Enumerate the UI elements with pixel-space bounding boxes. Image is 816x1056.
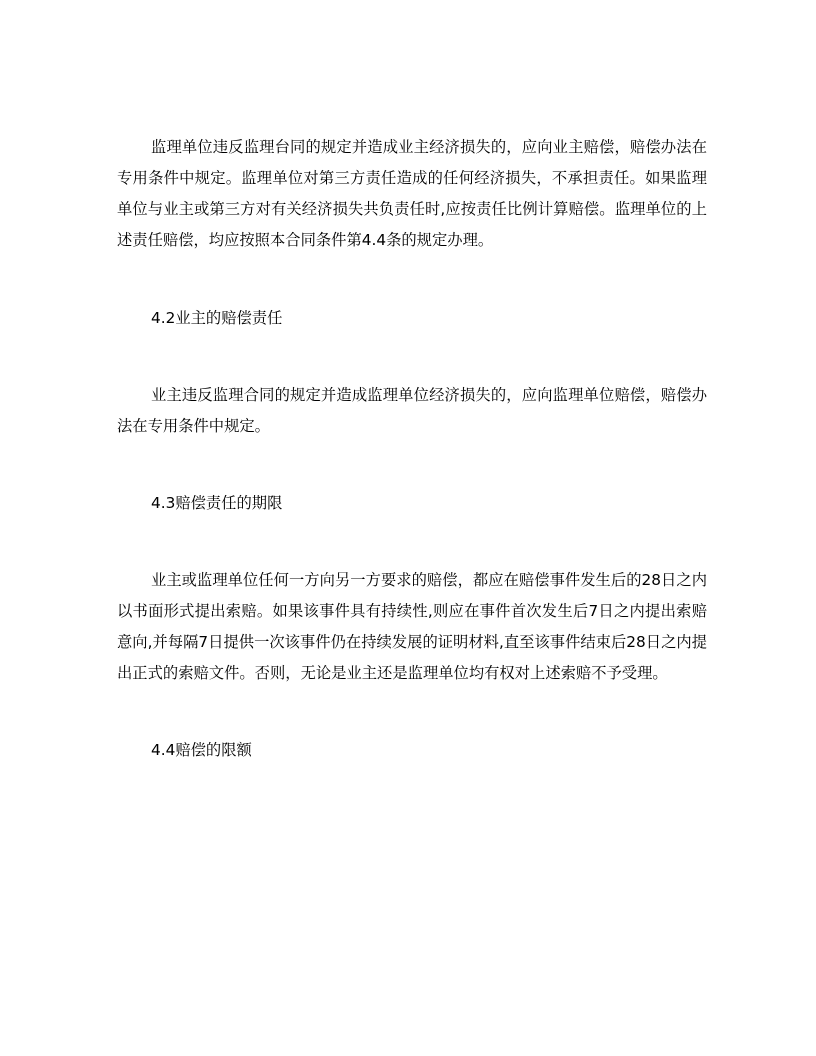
paragraph-spacer xyxy=(117,256,707,303)
paragraph-owner-liability: 业主违反监理合同的规定并造成监理单位经济损失的，应向监理单位赔偿，赔偿办法在专用条件中规定。 xyxy=(117,386,707,435)
section-heading-4-3: 4.3赔偿责任的期限 xyxy=(151,494,283,512)
section-heading-4-2: 4.2业主的赔偿责任 xyxy=(151,309,283,327)
document-body xyxy=(117,132,707,766)
paragraph-spacer xyxy=(117,442,707,488)
section-heading-4-4: 4.4赔偿的限额 xyxy=(151,741,252,759)
paragraph-spacer xyxy=(117,519,707,565)
paragraph-spacer xyxy=(117,334,707,380)
paragraph-supervisor-liability: 监理单位违反监理台同的规定并造成业主经济损失的，应向业主赔偿，赔偿办法在专用条件中规定。监理单位对第三方责任造成的任何经济损失，不承担责任。如果监理单位与业主或第三方对有关经济损失共负责任时,应按责任比例计算赔偿。监理单位的上述责任赔偿，均应按照本合同条件第4.4条的规定办理。 xyxy=(117,138,707,249)
paragraph-spacer xyxy=(117,689,707,735)
paragraph-claim-period: 业主或监理单位任何一方向另一方要求的赔偿，都应在赔偿事件发生后的28日之内以书面形式提出索赔。如果该事件具有持续性,则应在事件首次发生后7日之内提出索赔意向,并每隔7日提供一次该事件仍在持续发展的证明材料,直至该事件结束后28日之内提出正式的索赔文件。否则，无论是业主还是监理单位均有权对上述索赔不予受理。 xyxy=(117,571,707,682)
